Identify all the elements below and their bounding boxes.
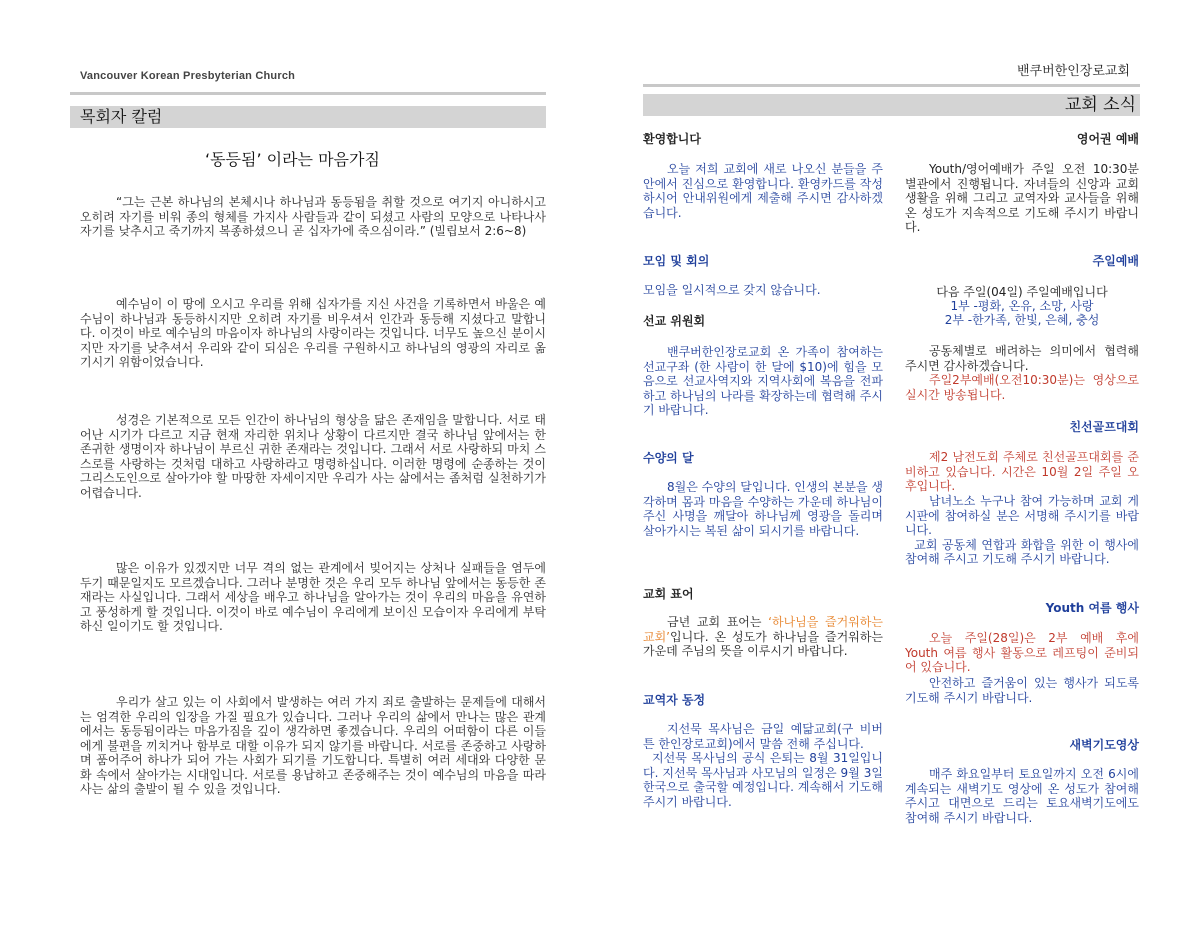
sunday-service-line: 다음 주일(04일) 주일예배입니다 [936, 285, 1108, 299]
youth-schedule: 오늘 주일(28일)은 2부 예배 후에 Youth 여름 행사 활동으로 레프팅이 준비되어 있습니다. [905, 631, 1143, 674]
news-body-welcome: 오늘 저희 교회에 새로 나오신 분들을 주 안에서 진심으로 환영합니다. 환영카드를 작성하시어 안내위원에게 제출해 주시면 감사하겠습니다. [643, 162, 887, 220]
news-body-retreat: 8월은 수양의 달입니다. 인생의 본분을 생각하며 몸과 마음을 수양하는 가운데 하나님이 주신 사명을 깨달아 하나님께 영광을 돌리며 살아가시는 복된 삶이 되시기를 바랍니다. [643, 480, 887, 538]
news-body-motto [643, 615, 887, 659]
sunday-service-group2: 2부 -한가족, 한빛, 은혜, 충성 [944, 313, 1100, 327]
sunday-service-note: 공동체별로 배려하는 의미에서 협력해 주시면 감사하겠습니다. [905, 344, 1143, 373]
section-title-bar [643, 94, 1140, 116]
motto-text: ‘하나님을 즐거워하는 교회’ [643, 615, 887, 644]
news-title-welcome: 환영합니다 [643, 132, 701, 146]
youth-prayer: 안전하고 즐거움이 있는 행사가 되도록 기도해 주시기 바랍니다. [905, 676, 1143, 705]
sunday-service-group1: 1부 -평화, 온유, 소망, 사랑 [950, 299, 1094, 313]
motto-intro: 금년 교회 표어는 [667, 615, 769, 629]
news-body-meetings: 모임을 일시적으로 갖지 않습니다. [643, 283, 821, 297]
paragraph: 성경은 기본적으로 모든 인간이 하나님의 형상을 닮은 존재임을 말합니다. 서로 태어난 시기가 다르고 지금 현재 자리한 위치나 상황이 다르지만 결국 하나님 앞에서는 한 존귀한 생명이자 하나님이 부르신 귀한 존재라는 것입니다. 그래서 서로 사랑하되 마치 스스로를 사랑하는 것처럼 대하고 사랑하라고 명령하십니다. 이러한 명령에 순종하는 것이 그리스도인으로 살아가야 할 마땅한 자세이지만 우리가 사는 삶에서는 좀처럼 실천하기가 어렵습니다. [80, 413, 550, 500]
golf-details: 남녀노소 누구나 참여 가능하며 교회 게시판에 참여하실 분은 서명해 주시기를 바랍니다. 교회 공동체 연합과 화합을 위한 이 행사에 참여해 주시고 기도해 주시기 바랍니다. [905, 494, 1139, 566]
news-title-mission: 선교 위원회 [643, 314, 706, 328]
paragraph: 많은 이유가 있겠지만 너무 격의 없는 관계에서 빚어지는 상처나 실패들을 염두에 두기 때문일지도 모르겠습니다. 그러나 분명한 것은 우리 모두 하나님 앞에서는 동등한 존재라는 사실입니다. 그래서 세상을 배우고 하나님을 알아가는 것이 우리의 마음을 유연하고 풍성하게 할 것입니다. 이것이 바로 예수님이 우리에게 보이신 모습이자 우리에게 부탁하신 일이기도 할 것입니다. [80, 561, 550, 633]
news-title-golf: 친선골프대회 [1069, 420, 1139, 434]
news-body-dawn-prayer: 매주 화요일부터 토요일까지 오전 6시에 계속되는 새벽기도 영상에 온 성도가 참여해 주시고 대면으로 드리는 토요새벽기도에도 참여해 주시기 바랍니다. [905, 767, 1143, 825]
news-title-motto: 교회 표어 [643, 587, 694, 601]
news-title-retreat: 수양의 달 [643, 451, 694, 465]
news-body-mission: 밴쿠버한인장로교회 온 가족이 참여하는 선교구좌 (한 사람이 한 달에 $10)에 힘을 모음으로 선교사역지와 지역사회에 복음을 전파하고 하나님의 나라를 확장하는데 협력해 주시기 바랍니다. [643, 345, 887, 417]
paragraph: 예수님이 이 땅에 오시고 우리를 위해 십자가를 지신 사건을 기록하면서 바울은 예수님이 하나님과 동등하시지만 오히려 자기를 비우셔서 인간과 동등해 지셨다고 말합니다. 이것이 바로 예수님의 마음이자 하나님의 사랑이라는 것입니다. 너무도 높으신 분이시지만 자기를 낮추셔서 우리와 같이 되심은 우리를 구원하시고 하나님의 영광의 자리로 옮기시기 위함이었습니다. [80, 297, 546, 369]
church-name-kr: 밴쿠버한인장로교회 [1016, 64, 1130, 79]
section-title-bar [70, 106, 546, 128]
news-title-meetings: 모임 및 회의 [643, 254, 710, 268]
paragraph: “그는 근본 하나님의 본체시나 하나님과 동등됨을 취할 것으로 여기지 아니하시고 오히려 자기를 비워 종의 형체를 가지사 사람들과 같이 되셨고 사람의 모양으로 나타나사 자기를 낮추시고 죽기까지 복종하셨으니 곧 십자가에 죽으심이라.” (빌립보서 2:6~8) [80, 195, 550, 238]
column-title: ‘동등됨’ 이라는 마음가짐 [205, 150, 380, 169]
left-page [70, 0, 550, 927]
paragraph: 우리가 살고 있는 이 사회에서 발생하는 여러 가지 죄로 출발하는 문제들에 대해서는 엄격한 우리의 입장을 가질 필요가 있습니다. 그러나 우리의 삶에서 만나는 많은 관계에서는 동등됨이라는 마음가짐을 깊이 생각하면 좋겠습니다. 우리의 어떠함이 다른 이들에게 불편을 끼치거나 함부로 대할 이유가 되지 않기를 바랍니다. 서로를 존중하고 사랑하며 품어주어 하나가 되어 가는 사회가 되기를 기도합니다. 특별히 여러 세대와 다양한 문화 속에서 살아가는 시대입니다. 서로를 용납하고 존중해주는 것이 예수님의 마음을 따라 사는 삶의 출발이 될 수 있을 것입니다. [80, 695, 550, 796]
golf-schedule: 제2 남전도회 주체로 친선골프대회를 준비하고 있습니다. 시간은 10월 2일 주일 오후입니다. [905, 450, 1139, 493]
motto-outro: 입니다. 온 성도가 하나님을 즐거워하는 가운데 주님의 뜻을 이루시기 바랍니다. [643, 629, 887, 658]
section-title: 목회자 칼럼 [80, 107, 163, 126]
header-rule [70, 92, 546, 95]
news-body-pastor: 지선묵 목사님은 금일 예닮교회(구 비버튼 한인장로교회)에서 말씀 전해 주십니다. 지선묵 목사님의 공식 은퇴는 8월 31일입니다. 지선묵 목사님과 사모님의 일정은 9월 3일 한국으로 출국할 예정입니다. 계속해서 기도해 주시기 바랍니다. [643, 722, 883, 809]
header-rule [643, 84, 1140, 87]
right-page [643, 0, 1143, 927]
news-title-youth: Youth 여름 행사 [1045, 601, 1139, 615]
news-title-english-service: 영어권 예배 [1076, 132, 1139, 146]
section-title: 교회 소식 [1064, 95, 1136, 115]
news-title-sunday-service: 주일예배 [1092, 254, 1139, 268]
church-name-en: Vancouver Korean Presbyterian Church [80, 70, 296, 82]
news-title-dawn-prayer: 새벽기도영상 [1069, 738, 1139, 752]
news-title-pastor: 교역자 동정 [643, 693, 706, 707]
news-body-english-service: Youth/영어예배가 주일 오전 10:30분 별관에서 진행됩니다. 자녀들의 신앙과 교회생활을 위해 그리고 교역자와 교사들을 위해 온 성도가 지속적으로 기도해 주시기 바랍니다. [905, 162, 1143, 234]
sunday-service-broadcast: 주일2부예배(오전10:30분)는 영상으로 실시간 방송됩니다. [905, 373, 1143, 402]
